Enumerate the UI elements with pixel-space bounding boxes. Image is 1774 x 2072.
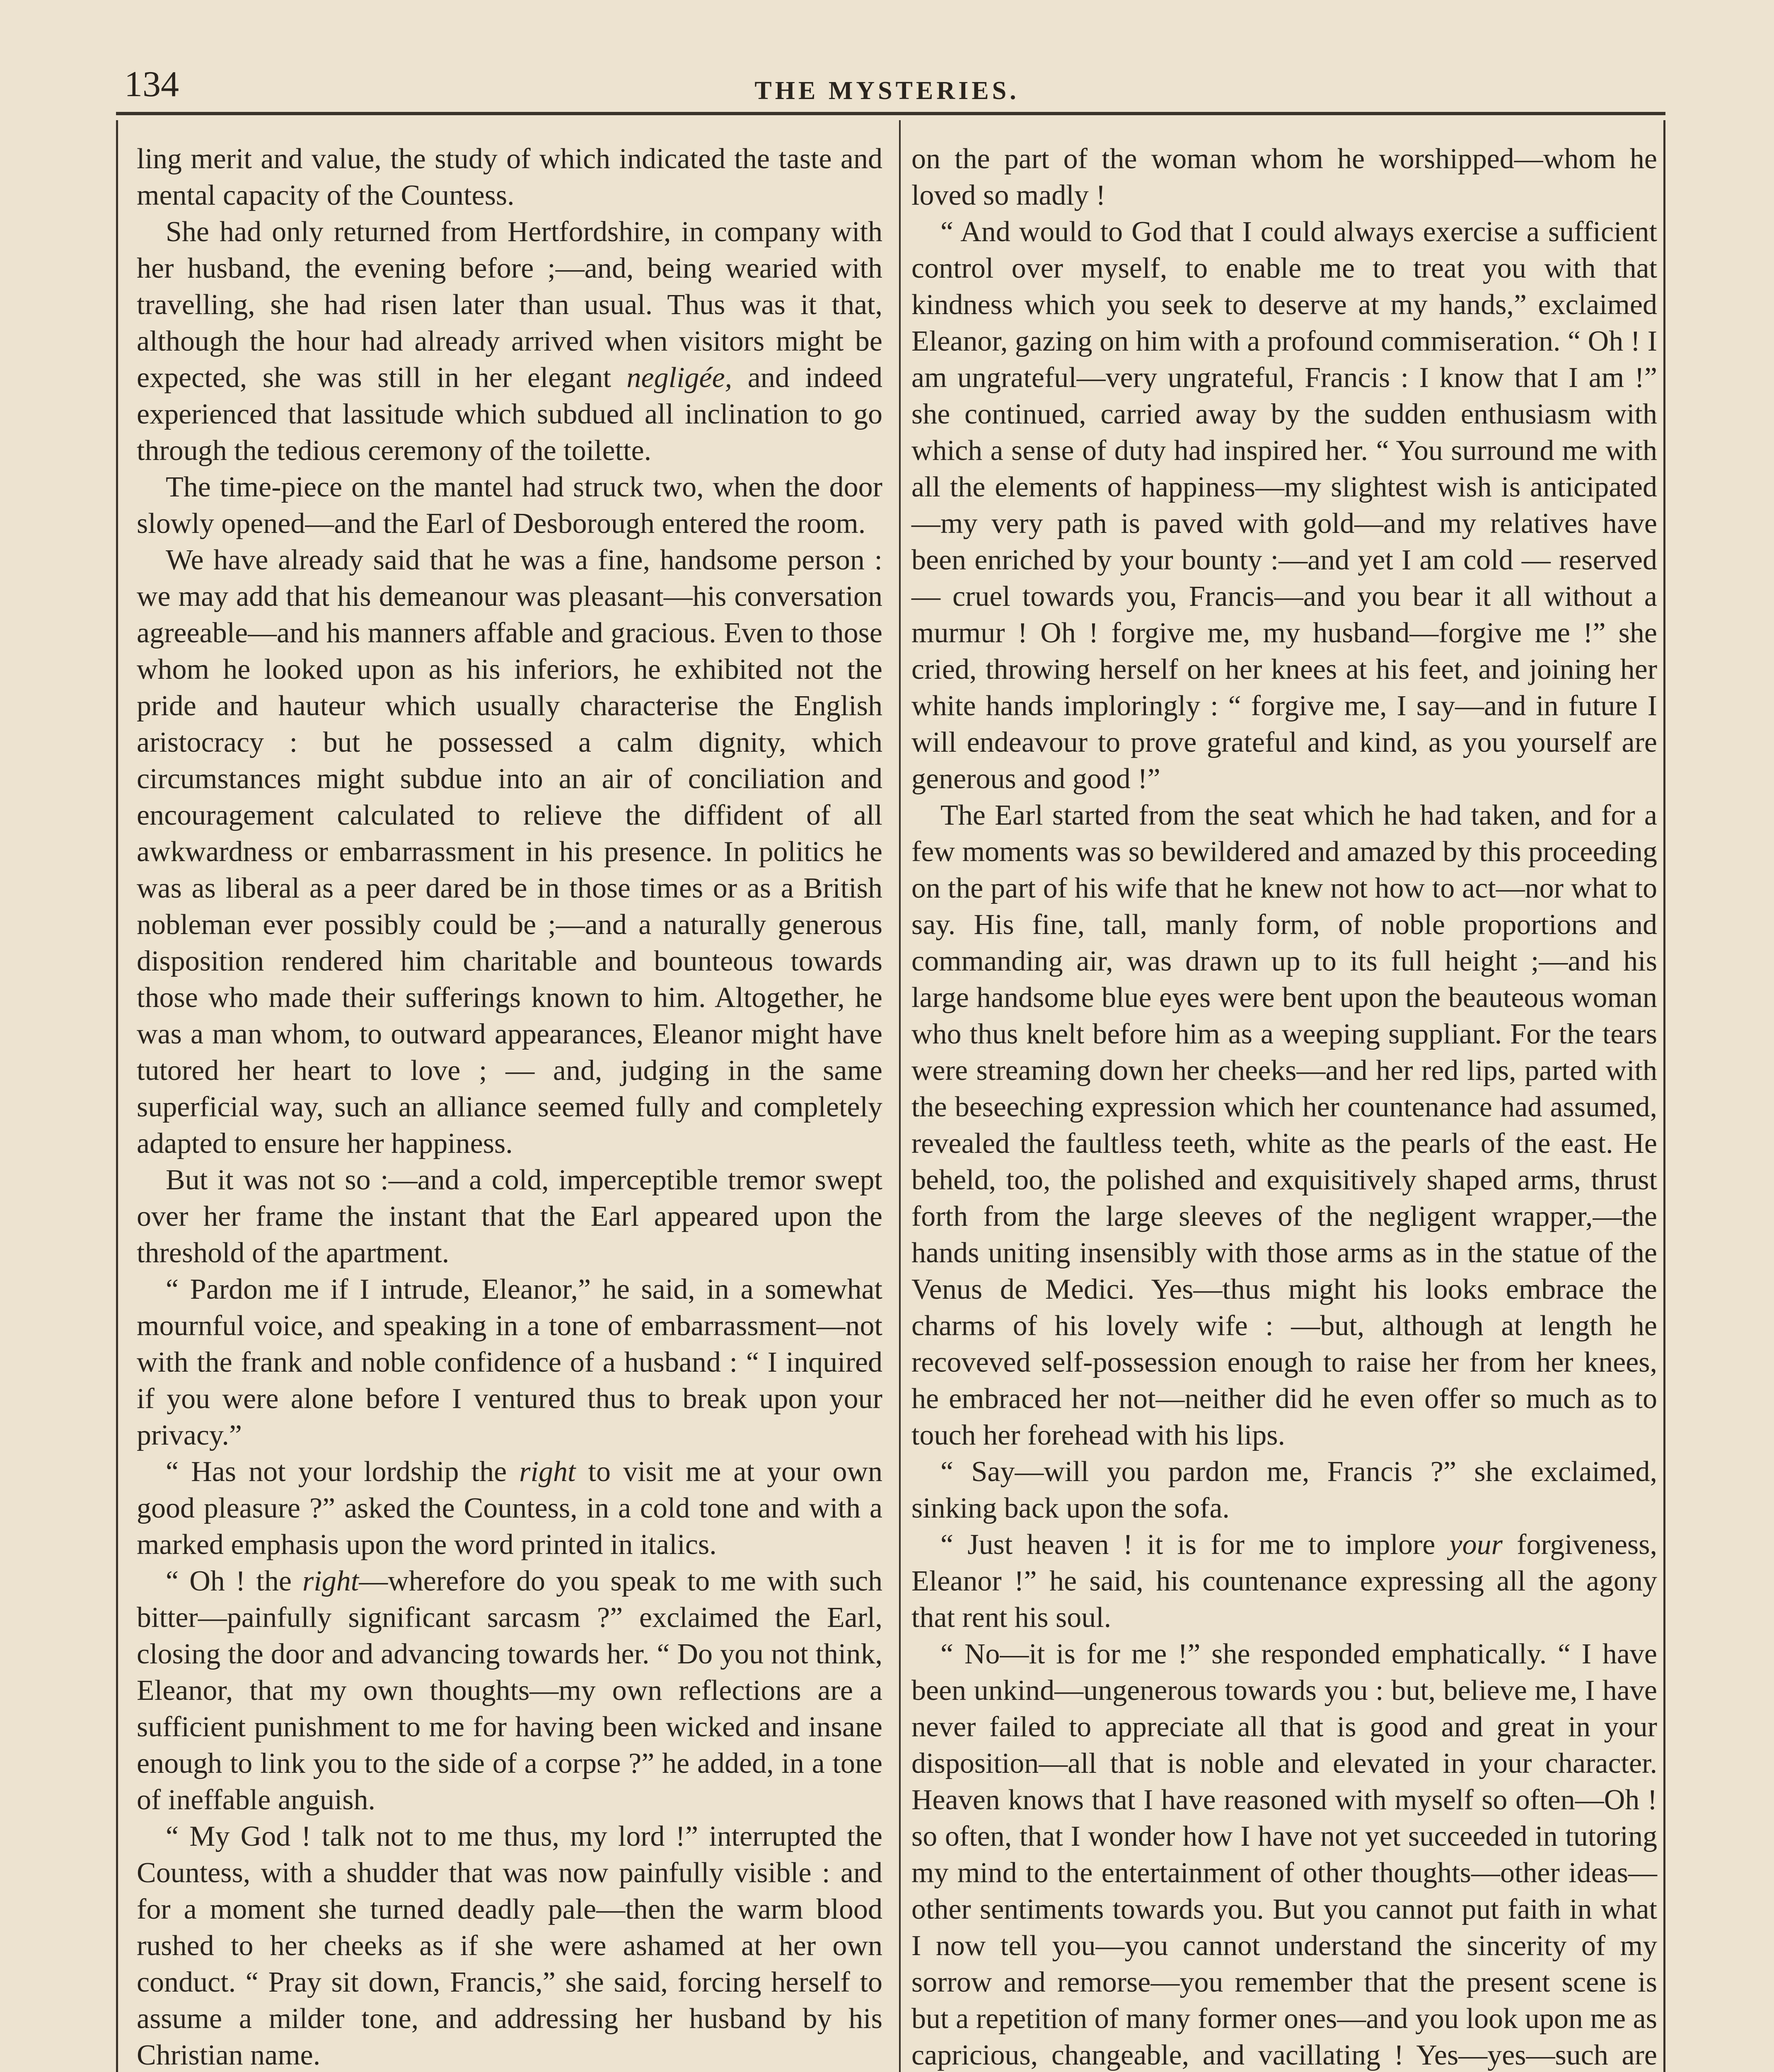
italic-text: right	[302, 1565, 359, 1597]
text-run: But it was not so :—and a cold, imperceptible tremor swept over her frame the instant that the Earl appeared upon the threshold of the apartment.	[137, 1164, 882, 1269]
italic-text: right	[519, 1456, 576, 1488]
text-run: and indeed experienced that lassitude which subdued all inclination to go through the tedious ceremony of the toilette.	[137, 362, 883, 467]
text-run: “ Pardon me if I intrude, Eleanor,” he said, in a somewhat mournful voice, and speaking in a tone of embarrassment—not with the frank and noble confidence of a husband : “ I inquired if you were alone before I ventured thus to break upon your privacy.”	[137, 1273, 882, 1451]
paragraph	[911, 214, 1657, 797]
text-run: She had only returned from Hertfordshire, in company with her husband, the evening before ;—and, being wearied with travelling, she had risen later than usual. Thus was it that, although the hour had already arrived when visitors might be expected, she was still in her elegant	[137, 216, 882, 394]
paragraph	[137, 1563, 882, 1818]
paragraph	[137, 214, 882, 469]
column-divider	[899, 120, 901, 2072]
paragraph	[911, 141, 1657, 214]
text-run: “ And would to God that I could always exercise a sufficient control over myself, to enable me to treat you with that kindness which you seek to deserve at my hands,” exclaimed Eleanor, gazing on him with a profound commiseration. “ Oh ! I am ungrateful—very ungrateful, Francis : I know that I am !” she continued, carried away by the sudden enthusiasm with which a sense of duty had inspired her. “ You surround me with all the elements of happiness—my slightest wish is anticipated—my very path is paved with gold—and my relatives have been enriched by your bounty :—and yet I am cold — reserved — cruel towards you, Francis—and you bear it all without a murmur ! Oh ! forgive me, my husband—forgive me !” she cried, throwing herself on her knees at his feet, and joining her white hands imploringly : “ forgive me, I say—and in future I will endeavour to prove grateful and kind, as you yourself are generous and good !”	[911, 216, 1657, 795]
paragraph	[911, 1636, 1657, 2072]
text-run: “ Has not your lordship the	[166, 1456, 520, 1488]
paragraph	[137, 542, 882, 1162]
text-run: The Earl started from the seat which he had taken, and for a few moments was so bewildered and amazed by this proceeding on the part of his wife that he knew not how to act—nor what to say. His fine, tall, manly form, of noble proportions and commanding air, was drawn up to its full height ;—and his large handsome blue eyes were bent upon the beauteous woman who thus knelt before him as a weeping suppliant. For the tears were streaming down her cheeks—and her red lips, parted with the beseeching expression which her countenance had assumed, revealed the faultless teeth, white as the pearls of the east. He beheld, too, the polished and exquisitively shaped arms, thrust forth from the large sleeves of the negligent wrapper,—the hands uniting insensibly with those arms as in the statue of the Venus de Medici. Yes—thus might his looks embrace the charms of his lovely wife : —but, although at length he recoveved self-possession enough to raise her from her knees, he embraced her not—neither did he even offer so much as to touch her forehead with his lips.	[911, 799, 1657, 1451]
header-rule	[116, 112, 1665, 115]
text-run: —wherefore do you speak to me with such bitter—painfully significant sarcasm ?” exclaimed the Earl, closing the door and advancing towards her. “ Do you not think, Eleanor, that my own thoughts—my own reflections are a sufficient punishment to me for having been wicked and insane enough to link you to the side of a corpse ?” he added, in a tone of ineffable anguish.	[137, 1565, 883, 1816]
text-run: “ No—it is for me !” she responded emphatically. “ I have been unkind—ungenerous towards you : but, believe me, I have never failed to appreciate all that is good and great in your disposition—all that is noble and elevated in your character. Heaven knows that I have reasoned with myself so often—Oh ! so often, that I wonder how I have not yet succeeded in tutoring my mind to the entertainment of other thoughts—other ideas—other sentiments towards you. But you cannot put faith in what I now tell you—you cannot understand the sincerity of my sorrow and remorse—you remember that the present scene is but a repetition of many former ones—and you look upon me as capricious, changeable, and vacillating ! Yes—yes—such are	[911, 1638, 1657, 2071]
text-run: We have already said that he was a fine, handsome person : we may add that his demeanour was pleasant—his conversation agreeable—and his manners affable and gracious. Even to those whom he looked upon as his inferiors, he exhibited not the pride and hauteur which usually characterise the English aristocracy : but he possessed a calm dignity, which circumstances might subdue into an air of conciliation and encouragement calculated to relieve the diffident of all awkwardness or embarrassment in his presence. In politics he was as liberal as a peer dared be in those times or as a British nobleman ever possibly could be ;—and a naturally generous disposition rendered him charitable and bounteous towards those who made their sufferings known to him. Altogether, he was a man whom, to outward appearances, Eleanor might have tutored her heart to love ; — and, judging in the same superficial way, such an alliance seemed fully and completely adapted to ensure her happiness.	[137, 544, 882, 1159]
page-number: 134	[124, 64, 179, 104]
text-run: “ Oh ! the	[166, 1565, 303, 1597]
italic-text: your	[1449, 1529, 1503, 1561]
paragraph	[137, 1271, 882, 1454]
text-run: on the part of the woman whom he worshipped—whom he loved so madly !	[911, 143, 1657, 211]
text-run: ling merit and value, the study of which indicated the taste and mental capacity of the Countess.	[137, 143, 882, 211]
right-column	[911, 141, 1657, 2072]
paragraph	[911, 797, 1657, 1454]
paragraph	[137, 1818, 882, 2072]
text-run: “ Just heaven ! it is for me to implore	[940, 1529, 1450, 1561]
italic-text: negligée,	[626, 362, 732, 394]
text-run: The time-piece on the mantel had struck two, when the door slowly opened—and the Earl of Desborough entered the room.	[137, 471, 882, 540]
text-run: “ Say—will you pardon me, Francis ?” she exclaimed, sinking back upon the sofa.	[911, 1456, 1657, 1524]
paragraph	[137, 141, 882, 214]
running-head: THE MYSTERIES.	[754, 77, 1020, 105]
left-column	[137, 141, 882, 2072]
paragraph	[137, 1162, 882, 1271]
text-run: forgiveness, Eleanor !” he said, his countenance expressing all the agony that rent his soul.	[911, 1529, 1657, 1634]
text-run: to visit me at your own good pleasure ?” asked the Countess, in a cold tone and with a marked emphasis upon the word printed in italics.	[137, 1456, 883, 1561]
text-run: “ My God ! talk not to me thus, my lord !” interrupted the Countess, with a shudder that was now painfully visible : and for a moment she turned deadly pale—then the warm blood rushed to her cheeks as if she were ashamed at her own conduct. “ Pray sit down, Francis,” she said, forcing herself to assume a milder tone, and addressing her husband by his Christian name.	[137, 1820, 882, 2071]
paragraph	[911, 1454, 1657, 1527]
paragraph	[911, 1527, 1657, 1636]
paragraph	[137, 1454, 882, 1563]
paragraph	[137, 469, 882, 542]
